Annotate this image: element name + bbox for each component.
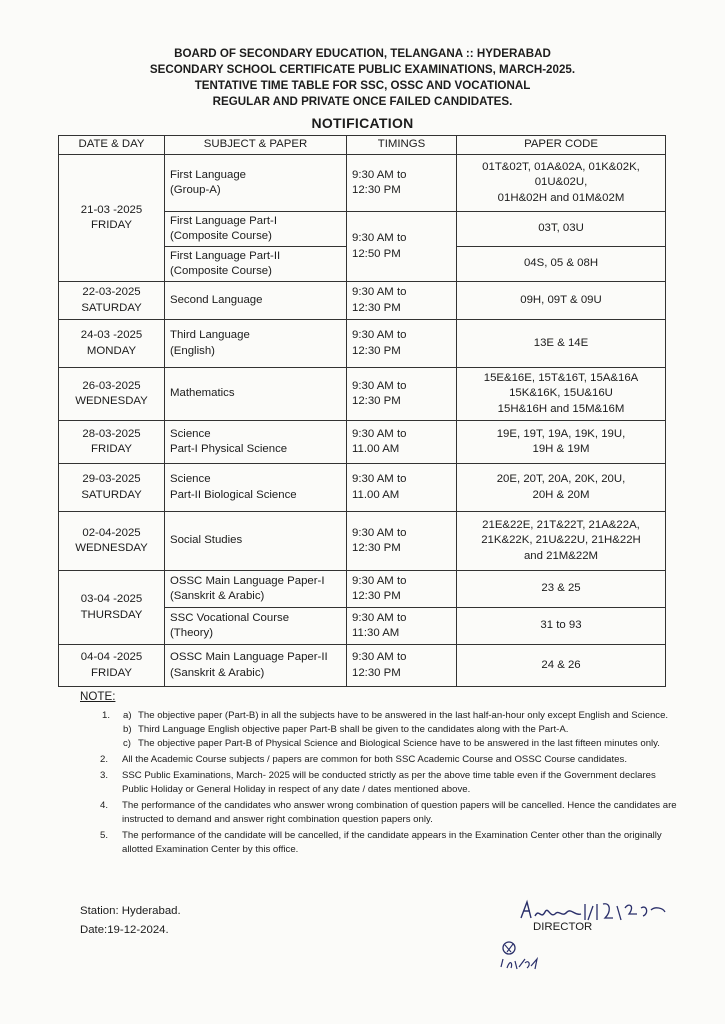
note-number: 2. — [100, 754, 109, 765]
director-label: DIRECTOR — [533, 921, 593, 933]
note-text: The performance of the candidates who answer wrong combination of question papers will be cancelled. Hence the candidates are instructed to demand and answer right combination question papers only. — [122, 800, 677, 825]
paper-code-cell: 23 & 25 — [457, 571, 666, 608]
date-cell: 26-03-2025 WEDNESDAY — [59, 368, 165, 421]
timing-cell: 9:30 AM to 12:30 PM — [347, 282, 457, 320]
timing-cell: 9:30 AM to 12:30 PM — [347, 155, 457, 212]
paper-code-cell: 09H, 09T & 09U — [457, 282, 666, 320]
date-cell: 22-03-2025 SATURDAY — [59, 282, 165, 320]
subject-cell: First Language (Group-A) — [165, 155, 347, 212]
note-text: The objective paper Part-B of Physical Science and Biological Science have to be answered in the last fifteen minutes only. — [138, 738, 660, 749]
table-row — [59, 368, 666, 421]
table-row — [59, 464, 666, 512]
note-item — [80, 723, 680, 737]
time-table — [58, 135, 666, 687]
note-text: Third Language English objective paper Part-B shall be given to the candidates along with the Part-A. — [138, 724, 569, 735]
note-number: 5. — [100, 830, 109, 841]
station-label: Station: Hyderabad. — [80, 905, 181, 917]
timing-cell: 9:30 AM to 11.00 AM — [347, 421, 457, 464]
timing-cell: 9:30 AM to 12:50 PM — [347, 212, 457, 282]
subject-cell: Science Part-I Physical Science — [165, 421, 347, 464]
paper-code-cell: 24 & 26 — [457, 645, 666, 687]
notes-heading: NOTE: — [80, 690, 116, 703]
subject-cell: OSSC Main Language Paper-I (Sanskrit & Arabic) — [165, 571, 347, 608]
paper-code-cell: 20E, 20T, 20A, 20K, 20U, 20H & 20M — [457, 464, 666, 512]
table-row — [59, 421, 666, 464]
table-header-row — [59, 136, 666, 155]
column-header-paper-code: PAPER CODE — [457, 136, 666, 155]
table-row — [59, 320, 666, 368]
timing-cell: 9:30 AM to 11:30 AM — [347, 608, 457, 645]
subject-cell: Second Language — [165, 282, 347, 320]
note-sub-marker: b) — [123, 724, 132, 735]
note-number: 3. — [100, 770, 109, 781]
note-item — [80, 709, 680, 723]
timing-cell: 9:30 AM to 12:30 PM — [347, 645, 457, 687]
note-sub-marker: a) — [123, 710, 132, 721]
paper-code-cell: 01T&02T, 01A&02A, 01K&02K, 01U&02U, 01H&02H and 01M&02M — [457, 155, 666, 212]
subject-cell: SSC Vocational Course (Theory) — [165, 608, 347, 645]
initials-signature — [497, 939, 547, 973]
paper-code-cell: 03T, 03U — [457, 212, 666, 247]
date-cell: 02-04-2025 WEDNESDAY — [59, 512, 165, 571]
timing-cell: 9:30 AM to 12:30 PM — [347, 571, 457, 608]
note-text: All the Academic Course subjects / papers are common for both SSC Academic Course and OSSC Course candidates. — [122, 754, 627, 765]
timetable-title: TENTATIVE TIME TABLE FOR SSC, OSSC AND VOCATIONAL — [194, 79, 531, 92]
issue-date: Date:19-12-2024. — [80, 924, 169, 936]
notification-title: NOTIFICATION — [311, 115, 414, 131]
note-text: The objective paper (Part-B) in all the subjects have to be answered in the last half-an-hour only except English and Science. — [138, 710, 669, 721]
timing-cell: 9:30 AM to 12:30 PM — [347, 512, 457, 571]
paper-code-cell: 04S, 05 & 08H — [457, 247, 666, 282]
subject-cell: Science Part-II Biological Science — [165, 464, 347, 512]
table-row — [59, 282, 666, 320]
date-cell: 28-03-2025 FRIDAY — [59, 421, 165, 464]
paper-code-cell: 19E, 19T, 19A, 19K, 19U, 19H & 19M — [457, 421, 666, 464]
subject-cell: First Language Part-II (Composite Course) — [165, 247, 347, 282]
subject-cell: Social Studies — [165, 512, 347, 571]
timing-cell: 9:30 AM to 12:30 PM — [347, 320, 457, 368]
exam-title: SECONDARY SCHOOL CERTIFICATE PUBLIC EXAMINATIONS, MARCH-2025. — [149, 63, 576, 76]
note-text: SSC Public Examinations, March- 2025 will be conducted strictly as per the above time table even if the Government declares Public Holiday or General Holiday in respect of any date / dates mentioned above. — [122, 770, 656, 795]
subject-cell: First Language Part-I (Composite Course) — [165, 212, 347, 247]
table-row — [59, 571, 666, 608]
paper-code-cell: 31 to 93 — [457, 608, 666, 645]
subject-cell: Third Language (English) — [165, 320, 347, 368]
date-cell: 24-03 -2025 MONDAY — [59, 320, 165, 368]
paper-code-cell: 21E&22E, 21T&22T, 21A&22A, 21K&22K, 21U&22U, 21H&22H and 21M&22M — [457, 512, 666, 571]
notes-list — [80, 709, 680, 857]
subject-cell: Mathematics — [165, 368, 347, 421]
candidates-title: REGULAR AND PRIVATE ONCE FAILED CANDIDATES. — [212, 95, 513, 108]
table-row — [59, 645, 666, 687]
paper-code-cell: 13E & 14E — [457, 320, 666, 368]
column-header-subject: SUBJECT & PAPER — [165, 136, 347, 155]
document-header — [0, 46, 725, 110]
date-cell: 04-04 -2025 FRIDAY — [59, 645, 165, 687]
date-cell: 21-03 -2025 FRIDAY — [59, 155, 165, 282]
date-cell: 29-03-2025 SATURDAY — [59, 464, 165, 512]
note-item — [80, 829, 680, 857]
note-number: 4. — [100, 800, 109, 811]
table-row — [59, 512, 666, 571]
note-item — [80, 737, 680, 751]
table-row — [59, 155, 666, 212]
note-item — [80, 799, 680, 827]
column-header-date: DATE & DAY — [59, 136, 165, 155]
paper-code-cell: 15E&16E, 15T&16T, 15A&16A 15K&16K, 15U&16U 15H&16H and 15M&16M — [457, 368, 666, 421]
date-cell: 03-04 -2025 THURSDAY — [59, 571, 165, 645]
timing-cell: 9:30 AM to 12:30 PM — [347, 368, 457, 421]
column-header-timings: TIMINGS — [347, 136, 457, 155]
note-item — [80, 769, 680, 797]
note-item — [80, 753, 680, 767]
note-text: The performance of the candidate will be cancelled, if the candidate appears in the Examination Center other than the originally allotted Examination Center by this office. — [122, 830, 662, 855]
board-title: BOARD OF SECONDARY EDUCATION, TELANGANA :: HYDERABAD — [174, 47, 551, 60]
timing-cell: 9:30 AM to 11.00 AM — [347, 464, 457, 512]
note-sub-marker: c) — [123, 738, 131, 749]
note-number: 1. — [102, 710, 111, 721]
subject-cell: OSSC Main Language Paper-II (Sanskrit & Arabic) — [165, 645, 347, 687]
